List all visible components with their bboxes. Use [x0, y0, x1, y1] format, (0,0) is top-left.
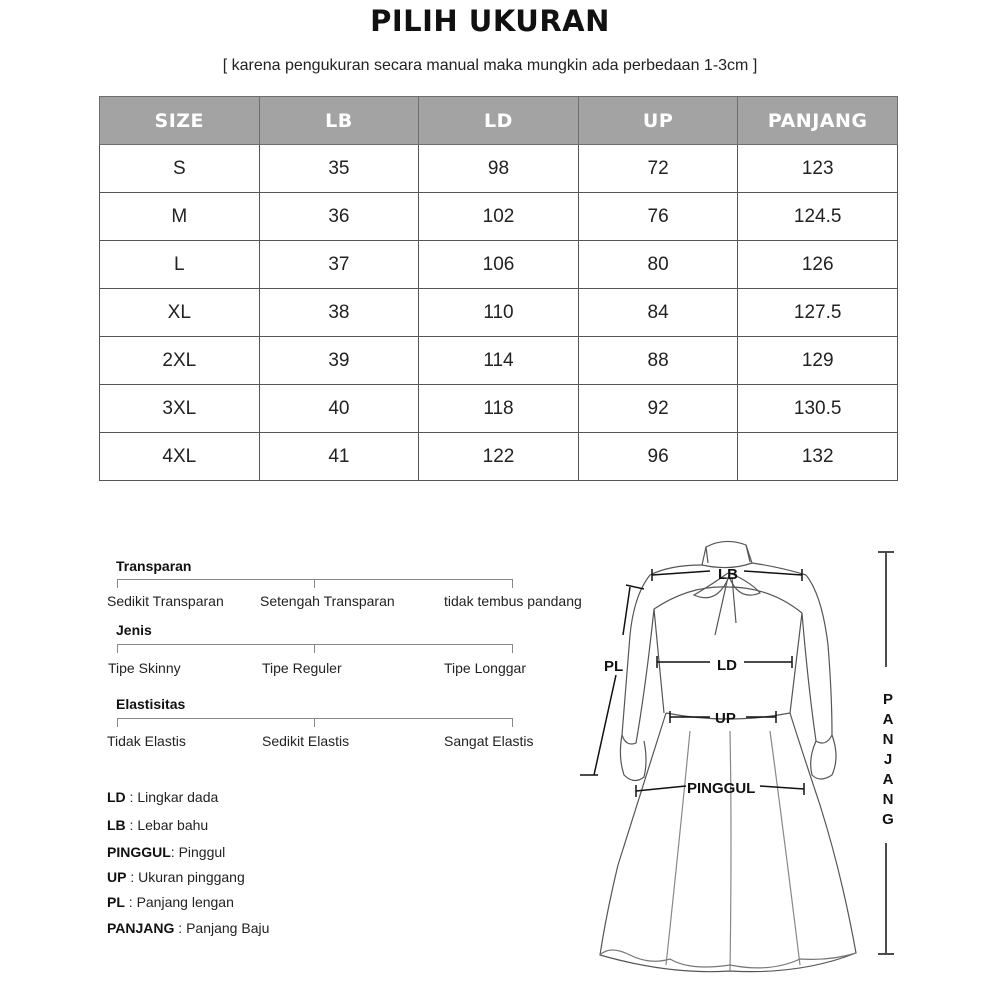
label-pl: PL	[604, 658, 624, 675]
scale-option: Tipe Skinny	[108, 660, 181, 676]
cell-ld: 110	[419, 289, 579, 337]
cell-lb: 38	[259, 289, 419, 337]
scale-line	[117, 718, 513, 719]
cell-ld: 118	[419, 385, 579, 433]
cell-lb: 37	[259, 241, 419, 289]
cell-up: 72	[578, 145, 738, 193]
panjang-letter: A	[882, 771, 894, 788]
label-panjang	[882, 691, 894, 828]
scale-tick	[117, 718, 118, 727]
cell-up: 88	[578, 337, 738, 385]
page-title: PILIH UKURAN	[370, 4, 610, 38]
cell-size: 2XL	[100, 337, 260, 385]
measure-lines	[580, 552, 894, 954]
scale-heading-transparan: Transparan	[116, 558, 192, 574]
panjang-letter: G	[882, 811, 894, 828]
scale-option: tidak tembus pandang	[444, 593, 582, 609]
panjang-letter: J	[883, 751, 893, 768]
cell-lb: 41	[259, 433, 419, 481]
cell-up: 96	[578, 433, 738, 481]
label-ld: LD	[717, 657, 737, 674]
header-panjang: PANJANG	[738, 97, 898, 145]
cell-size: 4XL	[100, 433, 260, 481]
scale-line	[117, 579, 513, 580]
scale-heading-jenis: Jenis	[116, 622, 152, 638]
scale-option: Tipe Longgar	[444, 660, 526, 676]
cell-panjang: 124.5	[738, 193, 898, 241]
legend-panjang: PANJANG : Panjang Baju	[107, 920, 270, 936]
scale-option: Sedikit Transparan	[107, 593, 224, 609]
header-size: SIZE	[100, 97, 260, 145]
legend-pl: PL : Panjang lengan	[107, 894, 234, 910]
scale-option: Sedikit Elastis	[262, 733, 350, 749]
scale-tick	[512, 718, 513, 727]
scale-option: Setengah Transparan	[260, 593, 395, 609]
cell-lb: 35	[259, 145, 419, 193]
scale-tick	[314, 579, 315, 588]
legend-pinggul: PINGGUL: Pinggul	[107, 844, 226, 860]
header-ld: LD	[419, 97, 579, 145]
scale-heading-elastisitas: Elastisitas	[116, 696, 186, 712]
panjang-letter: N	[882, 731, 894, 748]
cell-panjang: 130.5	[738, 385, 898, 433]
header-lb: LB	[259, 97, 419, 145]
label-lb: LB	[718, 566, 738, 583]
scale-line	[117, 644, 513, 645]
scale-option: Tipe Reguler	[262, 660, 342, 676]
scale-tick	[314, 718, 315, 727]
panjang-letter: N	[882, 791, 894, 808]
cell-size: 3XL	[100, 385, 260, 433]
cell-size: XL	[100, 289, 260, 337]
cell-ld: 114	[419, 337, 579, 385]
cell-panjang: 126	[738, 241, 898, 289]
cell-ld: 122	[419, 433, 579, 481]
label-up: UP	[715, 710, 736, 727]
legend-lb: LB : Lebar bahu	[107, 817, 209, 833]
cell-ld: 106	[419, 241, 579, 289]
cell-up: 76	[578, 193, 738, 241]
dress-outline	[600, 541, 856, 971]
cell-panjang: 123	[738, 145, 898, 193]
legend-ld: LD : Lingkar dada	[107, 789, 219, 805]
cell-lb: 40	[259, 385, 419, 433]
cell-up: 80	[578, 241, 738, 289]
scale-tick	[117, 644, 118, 653]
panjang-letter: P	[882, 691, 894, 708]
scale-tick	[117, 579, 118, 588]
page-subtitle: [ karena pengukuran secara manual maka mungkin ada perbedaan 1-3cm ]	[222, 57, 758, 74]
cell-ld: 98	[419, 145, 579, 193]
cell-panjang: 127.5	[738, 289, 898, 337]
scale-option: Tidak Elastis	[107, 733, 186, 749]
cell-lb: 39	[259, 337, 419, 385]
scale-tick	[512, 579, 513, 588]
cell-up: 84	[578, 289, 738, 337]
legend-up: UP : Ukuran pinggang	[107, 869, 245, 885]
scale-tick	[314, 644, 315, 653]
cell-up: 92	[578, 385, 738, 433]
cell-size: S	[100, 145, 260, 193]
scale-option: Sangat Elastis	[444, 733, 534, 749]
cell-lb: 36	[259, 193, 419, 241]
panjang-letter: A	[882, 711, 894, 728]
cell-size: M	[100, 193, 260, 241]
header-up: UP	[578, 97, 738, 145]
cell-panjang: 129	[738, 337, 898, 385]
label-pinggul: PINGGUL	[687, 780, 756, 797]
cell-ld: 102	[419, 193, 579, 241]
cell-panjang: 132	[738, 433, 898, 481]
scale-tick	[512, 644, 513, 653]
dress-diagram	[570, 535, 910, 985]
cell-size: L	[100, 241, 260, 289]
